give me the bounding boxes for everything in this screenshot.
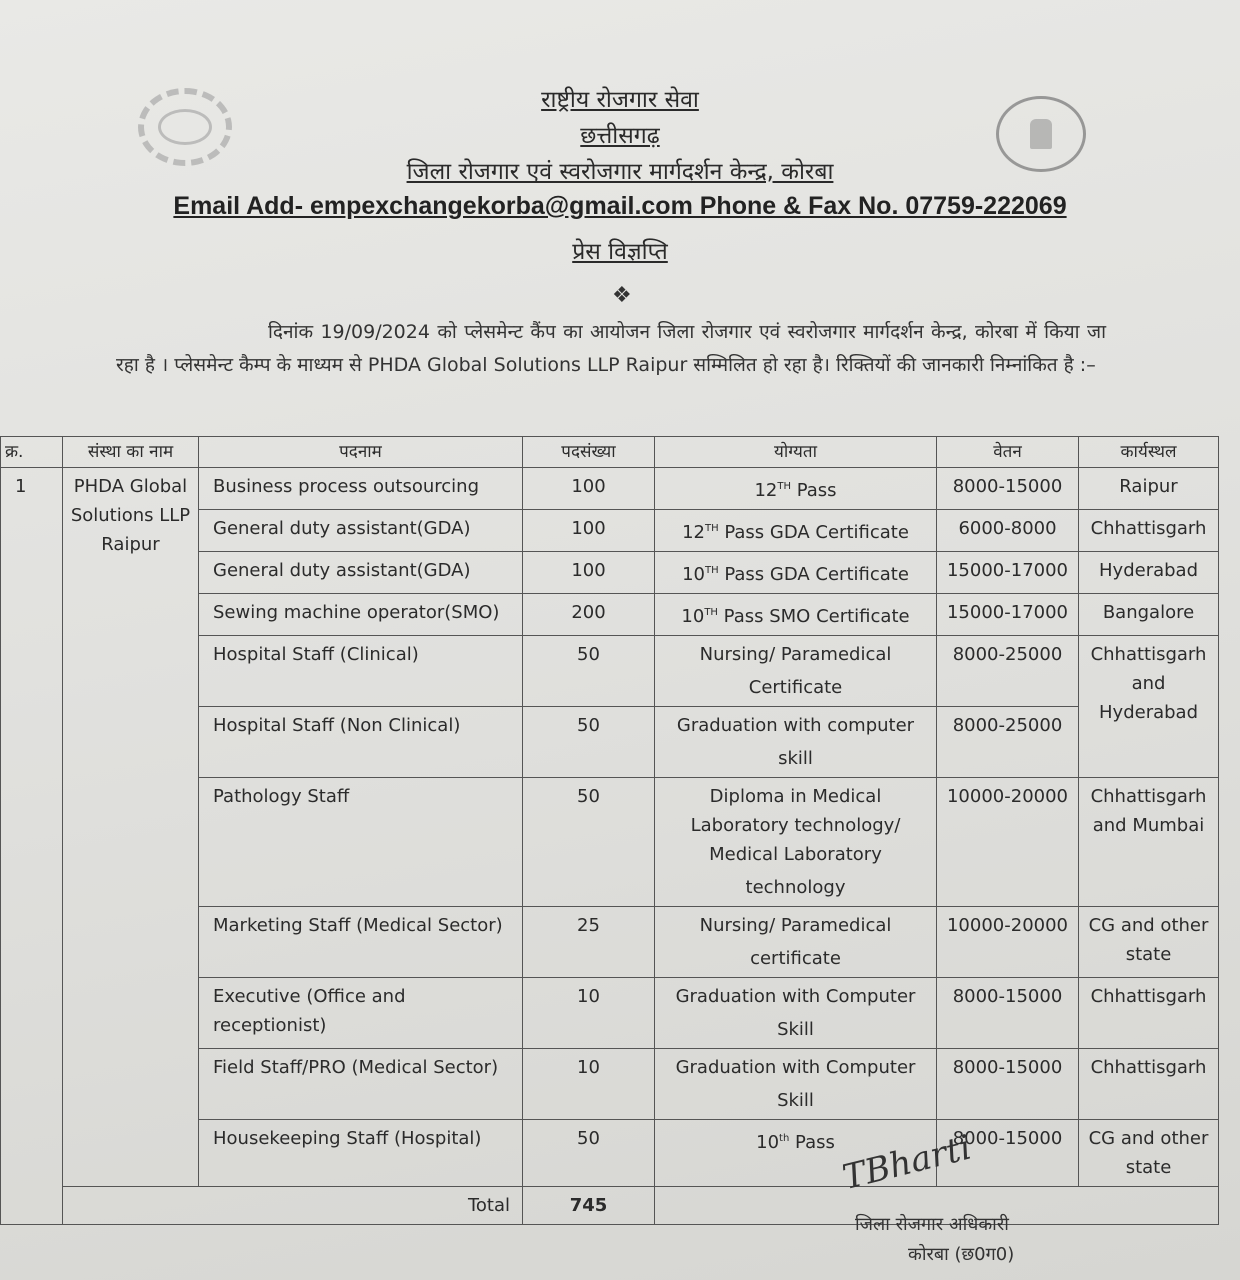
qualification-suffix: Pass xyxy=(790,480,837,501)
count-cell: 25 xyxy=(523,907,655,978)
salary-cell: 8000-15000 xyxy=(937,1120,1079,1187)
serial-number-cell: 1 xyxy=(1,468,63,1225)
qualification-suffix: Pass GDA Certificate xyxy=(718,564,909,585)
count-cell: 50 xyxy=(523,707,655,778)
header-line3: जिला रोजगार एवं स्वरोजगार मार्गदर्शन केन्द्र, कोरबा xyxy=(406,159,834,185)
count-cell: 10 xyxy=(523,978,655,1049)
header-line1: राष्ट्रीय रोजगार सेवा xyxy=(541,87,699,113)
count-cell: 100 xyxy=(523,468,655,510)
count-cell: 50 xyxy=(523,636,655,707)
location-cell: Chhattisgarh xyxy=(1079,978,1219,1049)
signatory-place: कोरबा (छ0ग0) xyxy=(908,1244,1015,1265)
location-cell: Raipur xyxy=(1079,468,1219,510)
location-cell: Hyderabad xyxy=(1079,552,1219,594)
header-salary: वेतन xyxy=(937,437,1079,468)
post-cell: General duty assistant(GDA) xyxy=(199,510,523,552)
header-count: पदसंख्या xyxy=(523,437,655,468)
qualification-text: 10 xyxy=(756,1132,780,1153)
qualification-cell xyxy=(655,907,937,978)
contact-line: Email Add- empexchangekorba@gmail.com Phone & Fax No. 07759-222069 xyxy=(173,192,1067,220)
qualification-cell xyxy=(655,778,937,907)
post-cell: General duty assistant(GDA) xyxy=(199,552,523,594)
post-cell: Pathology Staff xyxy=(199,778,523,907)
table-header-row xyxy=(1,437,1219,468)
count-cell: 50 xyxy=(523,1120,655,1187)
qualification-superscript: th xyxy=(779,1133,790,1144)
signature-scribble: TBharti xyxy=(838,1127,976,1198)
qualification-superscript: TH xyxy=(704,523,719,534)
qualification-text: Graduation with computer skill xyxy=(676,715,915,769)
qualification-text: 10 xyxy=(682,564,705,585)
qualification-suffix: Pass SMO Certificate xyxy=(717,606,910,627)
total-label: Total xyxy=(63,1187,523,1225)
signatory-designation: जिला रोजगार अधिकारी xyxy=(855,1214,1009,1235)
qualification-text: 12 xyxy=(754,480,778,501)
salary-cell: 15000-17000 xyxy=(937,552,1079,594)
count-cell: 50 xyxy=(523,778,655,907)
location-cell: Bangalore xyxy=(1079,594,1219,636)
salary-cell: 15000-17000 xyxy=(937,594,1079,636)
qualification-cell xyxy=(655,707,937,778)
header-sno: क्र. xyxy=(1,437,63,468)
organization-cell: PHDA Global Solutions LLP Raipur xyxy=(63,468,199,1187)
salary-cell: 8000-25000 xyxy=(937,636,1079,707)
location-cell: Chhattisgarh and Hyderabad xyxy=(1079,636,1219,778)
qualification-cell xyxy=(655,636,937,707)
post-cell: Business process outsourcing xyxy=(199,468,523,510)
count-cell: 200 xyxy=(523,594,655,636)
qualification-superscript: TH xyxy=(704,607,718,618)
qualification-text: Graduation with Computer Skill xyxy=(675,1057,916,1111)
qualification-text: 10 xyxy=(681,606,705,627)
count-cell: 100 xyxy=(523,552,655,594)
salary-cell: 10000-20000 xyxy=(937,907,1079,978)
header-line2: छत्तीसगढ़ xyxy=(580,123,660,149)
salary-cell: 8000-25000 xyxy=(937,707,1079,778)
intro-paragraph: दिनांक 19/09/2024 को प्लेसमेन्ट कैंप का आयोजन जिला रोजगार एवं स्वरोजगार मार्गदर्शन केन्द्र, कोरबा में किया जा रहा है । प्लेसमेन्ट कैम्प के माध्यम से PHDA Global Solutions LLP Raipur सम्मिलित हो रहा है। रिक्तियों की जानकारी निम्नांकित है :– xyxy=(116,321,1106,376)
qualification-text: 12 xyxy=(682,522,705,543)
count-cell: 10 xyxy=(523,1049,655,1120)
header-post: पदनाम xyxy=(199,437,523,468)
qualification-cell xyxy=(655,468,937,510)
location-cell: CG and other state xyxy=(1079,907,1219,978)
post-cell: Executive (Office and receptionist) xyxy=(199,978,523,1049)
qualification-cell xyxy=(655,978,937,1049)
location-cell: Chhattisgarh xyxy=(1079,1049,1219,1120)
qualification-cell xyxy=(655,510,937,552)
qualification-superscript: TH xyxy=(704,565,719,576)
location-cell: Chhattisgarh xyxy=(1079,510,1219,552)
salary-cell: 10000-20000 xyxy=(937,778,1079,907)
qualification-cell xyxy=(655,1049,937,1120)
post-cell: Sewing machine operator(SMO) xyxy=(199,594,523,636)
vacancy-table xyxy=(0,436,1219,1225)
qualification-text: Diploma in Medical Laboratory technology/ Medical Laboratory technology xyxy=(690,786,901,898)
post-cell: Hospital Staff (Non Clinical) xyxy=(199,707,523,778)
salary-cell: 8000-15000 xyxy=(937,1049,1079,1120)
press-release-title: प्रेस विज्ञप्ति xyxy=(572,239,668,265)
total-value: 745 xyxy=(523,1187,655,1225)
qualification-cell xyxy=(655,552,937,594)
total-row xyxy=(1,1187,1219,1225)
table-row xyxy=(1,468,1219,510)
post-cell: Hospital Staff (Clinical) xyxy=(199,636,523,707)
qualification-text: Graduation with Computer Skill xyxy=(675,986,916,1040)
qualification-superscript: TH xyxy=(777,481,791,492)
qualification-suffix: Pass GDA Certificate xyxy=(718,522,909,543)
count-cell: 100 xyxy=(523,510,655,552)
location-cell: CG and other state xyxy=(1079,1120,1219,1187)
ornament-icon: ❖ xyxy=(612,283,632,308)
qualification-text: Nursing/ Paramedical Certificate xyxy=(699,644,892,698)
header-org: संस्था का नाम xyxy=(63,437,199,468)
header-location: कार्यस्थल xyxy=(1079,437,1219,468)
salary-cell: 6000-8000 xyxy=(937,510,1079,552)
qualification-suffix: Pass xyxy=(789,1132,835,1153)
salary-cell: 8000-15000 xyxy=(937,978,1079,1049)
post-cell: Housekeeping Staff (Hospital) xyxy=(199,1120,523,1187)
post-cell: Field Staff/PRO (Medical Sector) xyxy=(199,1049,523,1120)
header-qualification: योग्यता xyxy=(655,437,937,468)
salary-cell: 8000-15000 xyxy=(937,468,1079,510)
qualification-text: Nursing/ Paramedical certificate xyxy=(699,915,892,969)
qualification-cell xyxy=(655,594,937,636)
post-cell: Marketing Staff (Medical Sector) xyxy=(199,907,523,978)
location-cell: Chhattisgarh and Mumbai xyxy=(1079,778,1219,907)
